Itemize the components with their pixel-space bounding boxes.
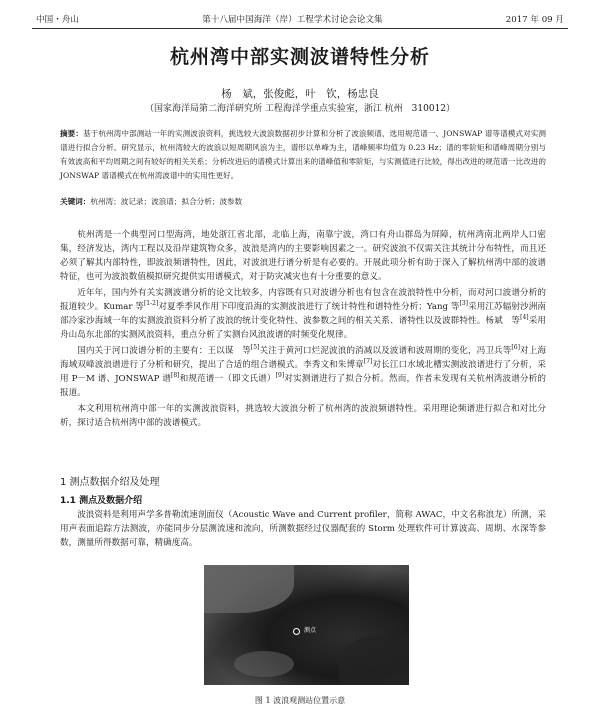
section-heading-1: 1 测点数据介绍及处理	[60, 477, 160, 488]
subsection-heading-1-1: 1.1 测点及数据介绍	[60, 496, 143, 506]
intro-paragraph-4: 本文利用杭州湾中部一年的实测波浪资料，挑选较大波浪分析了杭州湾的波浪频谱特性。采用理论频谱进行拟合和对比分析，探讨适合杭州湾中部的波谱模式。	[60, 404, 546, 428]
map-land-area	[204, 565, 294, 613]
introduction	[60, 228, 546, 432]
station-location-map	[204, 565, 409, 685]
intro-paragraph-2: 近年年，国内外有关实测波谱分析的论文比较多，内容既有只对波谱分析也有包含在波浪特性中分析，而对河口波谱分析的报道较少。Kumar 等[1-2]对夏季季风作用下印度沿海的实测波浪进行了统计特性和谱特性分析；Yang 等[3]采用江苏辐射沙洲南部冷家沙海域一年的实测波浪资料分析了波浪的统计变化特性、波参数之间的相关关系、谱特性以及波群特性。杨斌 等[4]采用舟山岛东北部的实测风浪资料，重点分析了实测台风浪波谱的时频变化规律。	[60, 288, 546, 340]
keywords-text: 杭州湾；波记录；波浪谱；拟合分析；波参数	[90, 197, 243, 206]
header-rule	[32, 28, 568, 29]
station-marker-icon	[293, 628, 300, 635]
station-marker-label: 测点	[304, 627, 317, 634]
header-proceedings: 第十八届中国海洋（岸）工程学术讨论会论文集	[202, 15, 383, 25]
abstract-text: 基于杭州湾中部测站一年的实测波浪资料，挑选较大波浪数据初步计算和分析了波浪频谱，选用规范谱一、JONSWAP 谱等谱模式对实测谱进行拟合分析。研究显示，杭州湾较大的波浪以短周期风浪为主，谱形以单峰为主，谱峰频率均值为 0.23 Hz；谱的零阶矩和谱峰周期分别与有效波高和平均周期之间有较好的相关关系；分析改进后的谱模式计算出来的谱峰值和零阶矩，与实测值进行比较，得出改进的规范谱一比改进的 JONSWAP 谱谱模式在杭州湾波谱中的实用性更好。	[60, 129, 547, 180]
author-list: 杨 斌，张俊彪，叶 钦，杨忠良	[221, 88, 379, 100]
abstract	[60, 127, 546, 183]
citation: [8]	[170, 372, 180, 380]
keywords-label: 关键词：	[60, 197, 91, 206]
intro-paragraph-3: 国内关于河口波谱分析的主要有：王以谋 等[5]关注于黄河口烂泥波浪的消减以及波谱和波周期的变化，冯卫兵等[6]对上海海域双峰波浪谱进行了分析和研究，提出了合适的组合谱模式。李秀文和朱博章[7]对长江口水域北槽实测波浪谱进行了分析，采用 P－M 谱、JONSWAP 谱[8]和规范谱一（即文氏谱）[9]对实测谱进行了拟合分析。然而，作者未发现有关杭州湾波谱分析的报道。	[60, 344, 546, 398]
citation: [3]	[459, 300, 468, 308]
map-island	[234, 651, 294, 677]
abstract-label: 摘要：	[60, 129, 83, 138]
paper-title: 杭州湾中部实测波谱特性分析	[169, 46, 430, 68]
keywords	[60, 196, 546, 207]
citation: [6]	[511, 344, 520, 352]
subsection-1-1-body	[60, 508, 546, 550]
author-affiliation: （国家海洋局第二海洋研究所 工程海洋学重点实验室，浙江 杭州 310012）	[144, 104, 456, 114]
figure-caption: 图 1 波浪观测站位置示意	[254, 696, 346, 705]
running-header	[36, 13, 564, 25]
citation: [7]	[363, 358, 373, 366]
citation: [5]	[250, 344, 260, 352]
citation: [4]	[520, 314, 529, 322]
header-date: 2017 年 09 月	[505, 15, 564, 25]
map-land-area	[339, 635, 409, 685]
header-location: 中国・舟山	[36, 15, 79, 25]
intro-paragraph-1: 杭州湾是一个典型河口型海湾，地处浙江省北部，北临上海，南靠宁波，湾口有舟山群岛为屏障，杭州湾南北两岸人口密集，经济发达，湾内工程以及沿岸建筑物众多，波浪是湾内的主要影响因素之一。研究波浪不仅需关注其统计分布特性，而且还必须了解其内部特性，即波浪频谱特性，因此，对波浪进行谱分析是有必要的。开展此项分析有助于深入了解杭州湾中部的波谱特征，也可为波浪数值模拟研究提供实用谱模式，对于防灾减灾也有十分重要的意义。	[60, 230, 546, 282]
citation: [9]	[275, 372, 285, 380]
subsection-1-1-paragraph: 波浪资料是利用声学多普勒流速剖面仪（Acoustic Wave and Current profiler，简称 AWAC，中文名称浪龙）所测，采用声表面追踪方法测波，亦能同步分层测流速和流向，所测数据经过仪器配套的 Storm 处理软件可计算波高、周期、水深等参数，测量所得数据可靠，精确度高。	[60, 510, 546, 548]
citation: [1-2]	[143, 300, 159, 308]
